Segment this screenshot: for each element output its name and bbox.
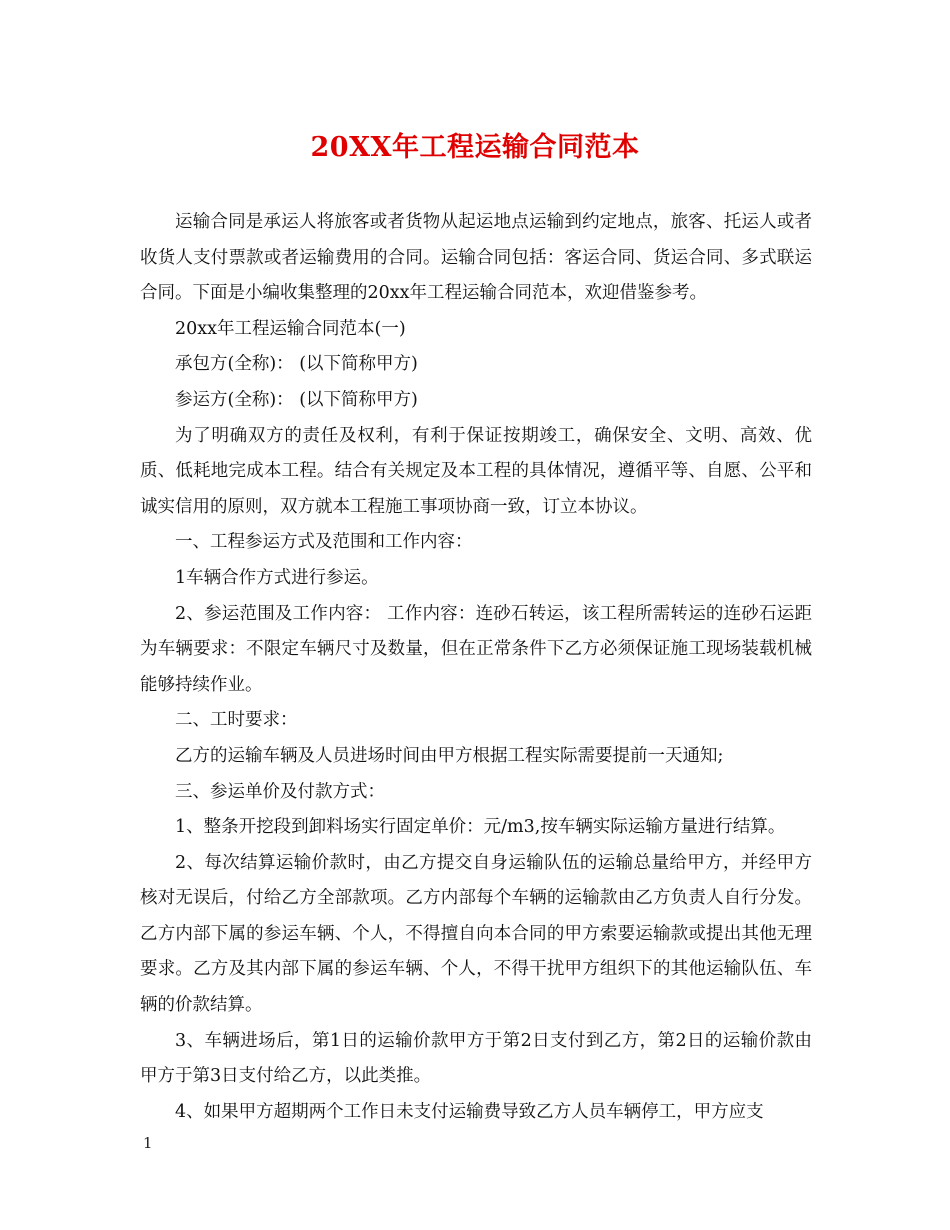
- page-number: 1: [143, 1134, 153, 1152]
- paragraph-purpose: 为了明确双方的责任及权利，有利于保证按期竣工，确保安全、文明、高效、优质、低耗地完成本工程。结合有关规定及本工程的具体情况，遵循平等、自愿、公平和诚实信用的原则，双方就本工程施工事项协商一致，订立本协议。: [140, 425, 812, 517]
- paragraph-item-3-3: 3、车辆进场后，第1日的运输价款甲方于第2日支付到乙方，第2日的运输价款由甲方于第3日支付给乙方，以此类推。: [140, 1030, 812, 1087]
- document-body: [140, 205, 812, 1130]
- paragraph-item-3-1: 1、整条开挖段到卸料场实行固定单价：元/m3,按车辆实际运输方量进行结算。: [175, 817, 786, 838]
- paragraph-section-1-heading: 一、工程参运方式及范围和工作内容：: [175, 532, 473, 553]
- paragraph-item-3-4: 4、如果甲方超期两个工作日未支付运输费导致乙方人员车辆停工，甲方应支: [175, 1101, 764, 1122]
- document-title: 20XX年工程运输合同范本: [310, 132, 640, 163]
- paragraph-subtitle: 20xx年工程运输合同范本(一): [175, 318, 406, 339]
- paragraph-section-2-heading: 二、工时要求：: [175, 710, 298, 731]
- paragraph-item-1-1: 1车辆合作方式进行参运。: [175, 567, 379, 588]
- paragraph-item-3-2: 2、每次结算运输价款时，由乙方提交自身运输队伍的运输总量给甲方，并经甲方核对无误后，付给乙方全部款项。乙方内部每个车辆的运输款由乙方负责人自行分发。乙方内部下属的参运车辆、个人，不得擅自向本合同的甲方索要运输款或提出其他无理要求。乙方及其内部下属的参运车辆、个人，不得干扰甲方组织下的其他运输队伍、车辆的价款结算。: [140, 852, 812, 1016]
- paragraph-item-1-2: 2、参运范围及工作内容： 工作内容：连砂石转运，该工程所需转运的连砂石运距为车辆要求：不限定车辆尺寸及数量，但在正常条件下乙方必须保证施工现场装载机械能够持续作业。: [140, 603, 812, 695]
- paragraph-section-3-heading: 三、参运单价及付款方式：: [175, 781, 385, 802]
- paragraph-transport-party: 参运方(全称)： (以下简称甲方): [175, 389, 418, 410]
- paragraph-item-2-1: 乙方的运输车辆及人员进场时间由甲方根据工程实际需要提前一天通知;: [175, 745, 724, 766]
- paragraph-contractor: 承包方(全称)： (以下简称甲方): [175, 354, 418, 375]
- paragraph-intro: 运输合同是承运人将旅客或者货物从起运地点运输到约定地点，旅客、托运人或者收货人支付票款或者运输费用的合同。运输合同包括：客运合同、货运合同、多式联运合同。下面是小编收集整理的20xx年工程运输合同范本，欢迎借鉴参考。: [140, 212, 812, 304]
